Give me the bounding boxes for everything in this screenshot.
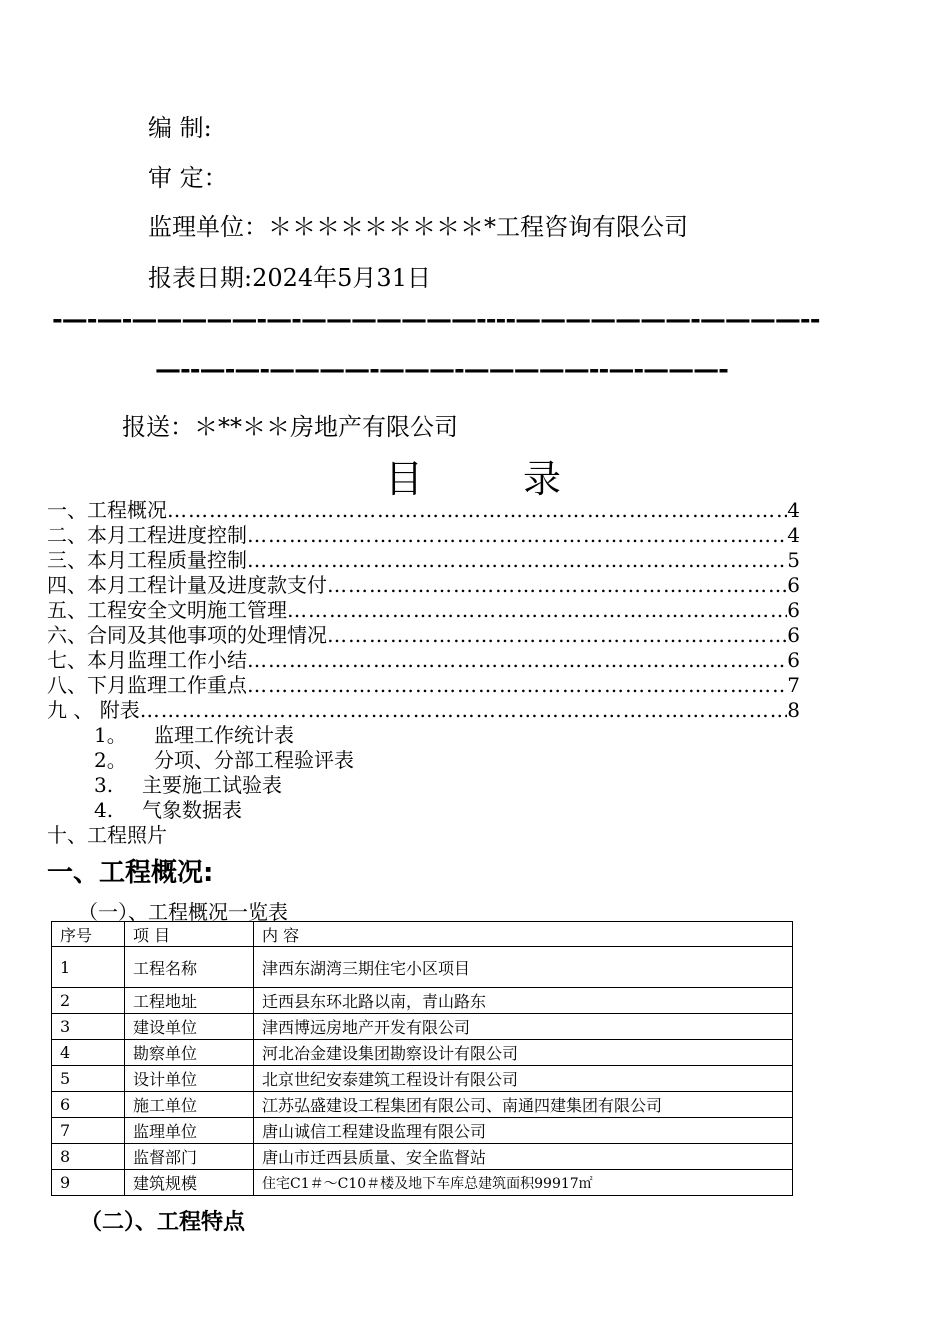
toc-sub-item-number: 1。 [94, 723, 127, 747]
toc-item-label: 九 、 附表 [47, 698, 140, 722]
toc-item[interactable] [47, 673, 800, 698]
table-row [52, 1092, 793, 1118]
toc-sub-item-number: 2。 [94, 748, 127, 772]
table-cell: 3 [52, 1014, 125, 1040]
table-cell: 建筑规模 [125, 1170, 254, 1196]
toc-item[interactable] [47, 823, 800, 848]
table-cell: 5 [52, 1066, 125, 1092]
toc-item-label: 三、本月工程质量控制 [47, 548, 247, 572]
compiler-label: 编 制: [148, 114, 212, 142]
toc-item[interactable] [47, 548, 800, 573]
toc-item-page: 6 [787, 623, 800, 647]
table-cell: 7 [52, 1118, 125, 1144]
table-cell: 江苏弘盛建设工程集团有限公司、南通四建集团有限公司 [254, 1092, 793, 1118]
divider-line-1: -—-—-—————-—-———————----———————-————-- [52, 305, 820, 335]
toc-item-label: 二、本月工程进度控制 [47, 523, 247, 547]
table-row [52, 1040, 793, 1066]
table-cell: 1 [52, 947, 125, 988]
table-cell: 设计单位 [125, 1066, 254, 1092]
toc-sub-item-label: 监理工作统计表 [154, 723, 294, 747]
toc-title: 目录 [385, 457, 662, 501]
toc-sub-item-label: 分项、分部工程验评表 [154, 748, 354, 772]
toc-item-page: 7 [787, 673, 800, 697]
table-cell: 8 [52, 1144, 125, 1170]
toc-leader [167, 498, 787, 523]
supervisor-unit: 监理单位：＊＊＊＊＊＊＊＊＊*工程咨询有限公司 [148, 213, 688, 241]
table-cell: 迁西县东环北路以南，青山路东 [254, 988, 793, 1014]
table-cell: 北京世纪安泰建筑工程设计有限公司 [254, 1066, 793, 1092]
table-header-row [52, 922, 793, 947]
toc-sub-item[interactable] [47, 748, 800, 773]
toc-leader [327, 623, 787, 648]
table-cell: 河北冶金建设集团勘察设计有限公司 [254, 1040, 793, 1066]
toc-sub-item[interactable] [47, 723, 800, 748]
table-cell: 工程地址 [125, 988, 254, 1014]
toc-leader [247, 523, 787, 548]
table-row [52, 1118, 793, 1144]
toc-item[interactable] [47, 498, 800, 523]
table-row [52, 1144, 793, 1170]
column-header: 项 目 [125, 922, 254, 947]
toc-item[interactable] [47, 523, 800, 548]
divider-line-2: —--—-—-————-———-—————--—-———- [155, 355, 728, 385]
toc-sub-item-label: 主要施工试验表 [142, 773, 282, 797]
toc-leader [247, 548, 787, 573]
table-cell: 勘察单位 [125, 1040, 254, 1066]
reviewer-label: 审 定： [148, 164, 228, 192]
toc-item-label: 四、本月工程计量及进度款支付 [47, 573, 327, 597]
toc-item-page: 4 [787, 498, 800, 522]
toc-sub-item[interactable] [47, 798, 800, 823]
table-row [52, 947, 793, 988]
toc-item[interactable] [47, 648, 800, 673]
table-cell: 9 [52, 1170, 125, 1196]
table-cell: 唐山诚信工程建设监理有限公司 [254, 1118, 793, 1144]
toc-item-label: 一、工程概况 [47, 498, 167, 522]
toc-item[interactable] [47, 573, 800, 598]
report-date: 报表日期:2024年5月31日 [148, 264, 431, 292]
toc-leader [247, 648, 787, 673]
table-row [52, 988, 793, 1014]
toc-item-label: 五、工程安全文明施工管理 [47, 598, 287, 622]
toc-item[interactable] [47, 698, 800, 723]
toc-item-page: 8 [787, 698, 800, 722]
toc-item-label: 六、合同及其他事项的处理情况 [47, 623, 327, 647]
table-of-contents [47, 498, 800, 848]
toc-sub-item-label: 气象数据表 [142, 798, 242, 822]
toc-item-page: 6 [787, 598, 800, 622]
next-section-heading: （二）、工程特点 [80, 1209, 246, 1235]
toc-sub-item[interactable] [47, 773, 800, 798]
toc-sub-item-number: 4. [94, 798, 114, 822]
table-cell: 住宅C1＃～C10＃楼及地下车库总建筑面积99917㎡ [254, 1170, 793, 1196]
table-row [52, 1014, 793, 1040]
toc-item-page: 5 [787, 548, 800, 572]
table-cell: 施工单位 [125, 1092, 254, 1118]
column-header: 序号 [52, 922, 125, 947]
toc-sub-item-number: 3. [94, 773, 114, 797]
toc-item-label: 八、下月监理工作重点 [47, 673, 247, 697]
table-cell: 津西博远房地产开发有限公司 [254, 1014, 793, 1040]
table-cell: 建设单位 [125, 1014, 254, 1040]
table-cell: 津西东湖湾三期住宅小区项目 [254, 947, 793, 988]
toc-leader [247, 673, 787, 698]
table-title: （一）、工程概况一览表 [78, 900, 288, 924]
toc-item-page: 6 [787, 573, 800, 597]
table-row [52, 1066, 793, 1092]
toc-item[interactable] [47, 623, 800, 648]
toc-leader [327, 573, 787, 598]
toc-leader [287, 598, 787, 623]
project-overview-table [51, 921, 793, 1196]
table-cell: 工程名称 [125, 947, 254, 988]
table-row [52, 1170, 793, 1196]
table-cell: 4 [52, 1040, 125, 1066]
table-cell: 2 [52, 988, 125, 1014]
table-cell: 唐山市迁西县质量、安全监督站 [254, 1144, 793, 1170]
toc-item-label: 十、工程照片 [47, 823, 167, 847]
toc-item-page: 4 [787, 523, 800, 547]
toc-leader [140, 698, 788, 723]
toc-item-page: 6 [787, 648, 800, 672]
toc-item-label: 七、本月监理工作小结 [47, 648, 247, 672]
send-to: 报送：＊**＊＊房地产有限公司 [122, 413, 458, 441]
toc-item[interactable] [47, 598, 800, 623]
table-cell: 监理单位 [125, 1118, 254, 1144]
column-header: 内 容 [254, 922, 793, 947]
section-heading: 一、工程概况: [47, 858, 214, 888]
table-cell: 6 [52, 1092, 125, 1118]
table-cell: 监督部门 [125, 1144, 254, 1170]
